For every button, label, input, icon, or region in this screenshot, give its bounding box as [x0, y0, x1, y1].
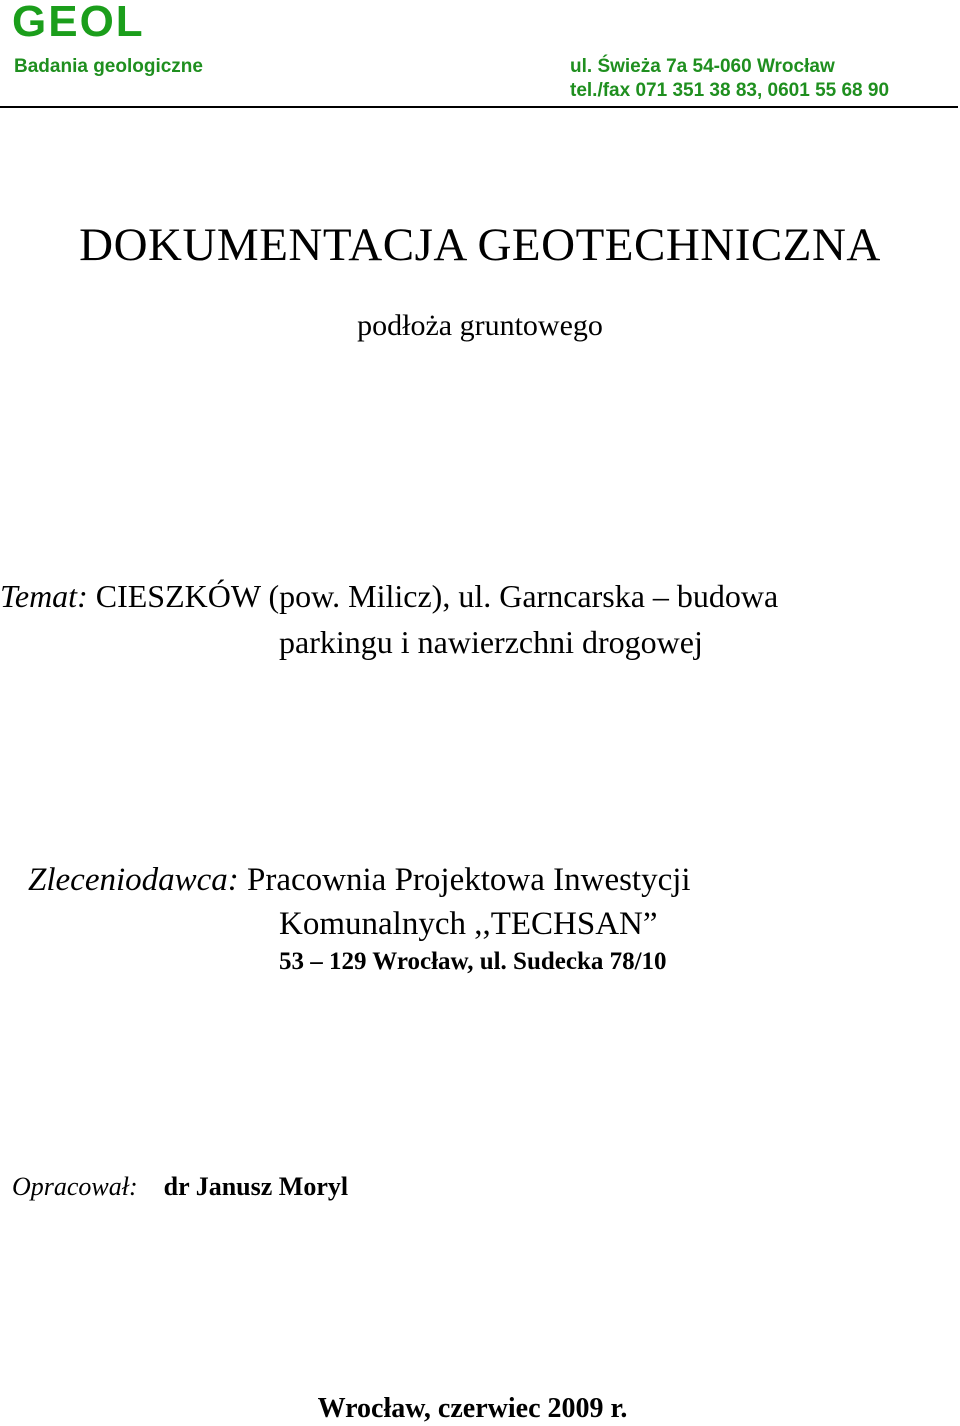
client-line-1: [28, 860, 691, 900]
author-line: [12, 1170, 348, 1204]
topic-line-1: [0, 576, 778, 616]
company-name: Badania geologiczne: [14, 56, 203, 77]
document-subtitle: podłoża gruntowego: [357, 309, 603, 342]
header-divider: [0, 106, 958, 108]
document-title: DOKUMENTACJA GEOTECHNICZNA: [79, 219, 881, 271]
author-label: Opracował:: [12, 1172, 138, 1201]
topic-text-1: CIESZKÓW (pow. Milicz), ul. Garncarska – budowa: [87, 578, 779, 614]
client-label: Zleceniodawca:: [28, 862, 239, 898]
geol-logo-mark: [12, 0, 182, 46]
topic-label: Temat:: [0, 578, 88, 614]
footer-place-date: Wrocław, czerwiec 2009 r.: [317, 1393, 628, 1424]
topic-line-2: parkingu i nawierzchni drogowej: [279, 624, 703, 660]
logo-text: GEOL: [12, 0, 145, 46]
author-name: dr Janusz Moryl: [163, 1172, 349, 1201]
client-line-2: Komunalnych ,,TECHSAN”: [279, 906, 658, 942]
client-text-1: Pracownia Projektowa Inwestycji: [238, 862, 691, 898]
company-address: ul. Świeża 7a 54-060 Wrocław: [570, 56, 835, 77]
client-address: 53 – 129 Wrocław, ul. Sudecka 78/10: [279, 948, 667, 975]
geol-logo: [12, 0, 182, 46]
company-phone: tel./fax 071 351 38 83, 0601 55 68 90: [570, 80, 890, 101]
